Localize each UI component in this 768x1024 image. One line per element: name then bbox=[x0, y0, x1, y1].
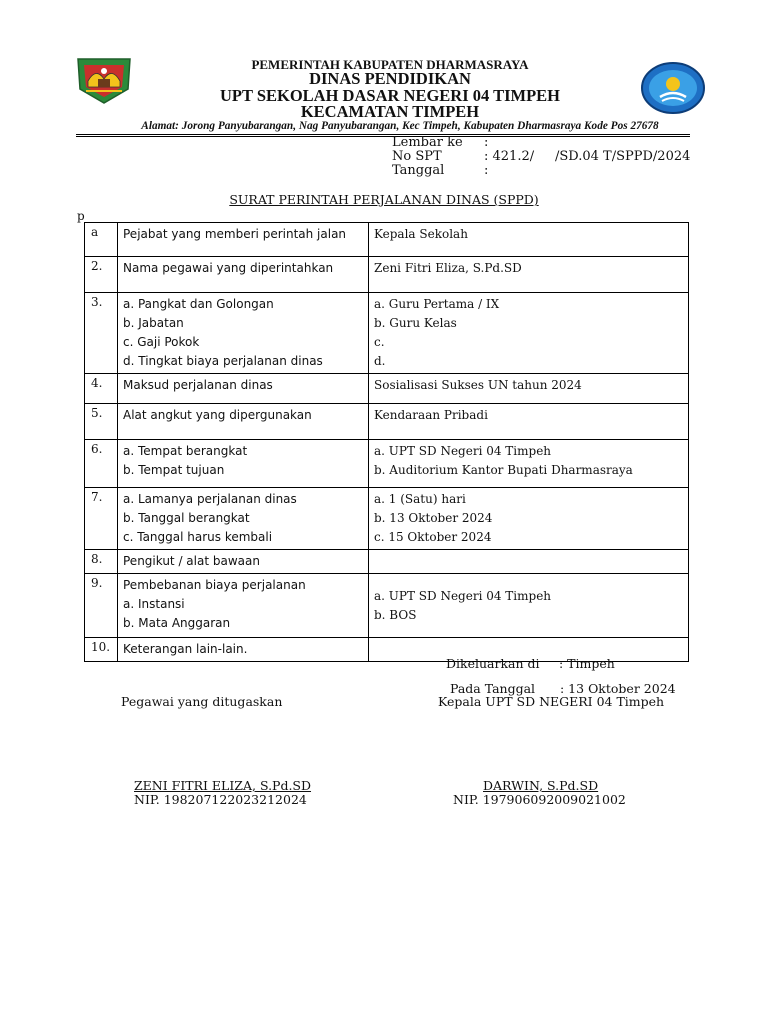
header-agency: DINAS PENDIDIKAN bbox=[309, 69, 471, 88]
row-field-value bbox=[369, 440, 689, 488]
row-field-value bbox=[369, 404, 689, 440]
field-label-line: b. Tempat tujuan bbox=[123, 463, 225, 477]
table-row bbox=[85, 440, 689, 488]
nospt-suffix: /SD.04 T/SPPD/2024 bbox=[555, 149, 691, 164]
field-label-line: Alat angkut yang dipergunakan bbox=[123, 408, 312, 422]
field-label-line: Pengikut / alat bawaan bbox=[123, 554, 260, 568]
row-number: 7. bbox=[85, 488, 118, 550]
header-school: UPT SEKOLAH DASAR NEGERI 04 TIMPEH bbox=[220, 86, 560, 105]
row-field-label bbox=[118, 223, 369, 257]
field-value-line: b. 13 Oktober 2024 bbox=[374, 511, 493, 525]
tanggal-value: : bbox=[484, 163, 489, 178]
field-value-line: b. Auditorium Kantor Bupati Dharmasraya bbox=[374, 463, 633, 477]
field-value-line: d. bbox=[374, 354, 386, 368]
header-rule-2 bbox=[76, 136, 690, 137]
row-field-value bbox=[369, 574, 689, 638]
row-field-value bbox=[369, 223, 689, 257]
field-label-line: a. Tempat berangkat bbox=[123, 444, 248, 458]
lembar-label: Lembar ke bbox=[392, 135, 463, 150]
table-row bbox=[85, 374, 689, 404]
row-field-value bbox=[369, 257, 689, 293]
field-value-line: Sosialisasi Sukses UN tahun 2024 bbox=[374, 378, 582, 392]
field-label-line: d. Tingkat biaya perjalanan dinas bbox=[123, 354, 323, 368]
row-field-label bbox=[118, 574, 369, 638]
field-value-line: a. UPT SD Negeri 04 Timpeh bbox=[374, 588, 552, 603]
table-row bbox=[85, 488, 689, 550]
field-value-line: a. UPT SD Negeri 04 Timpeh bbox=[374, 444, 552, 458]
kepala-name: DARWIN, S.Pd.SD bbox=[483, 778, 599, 793]
pada-tanggal-label: Pada Tanggal bbox=[450, 681, 536, 696]
field-label-line: a. Instansi bbox=[123, 597, 185, 611]
row-field-label bbox=[118, 488, 369, 550]
row-number: 2. bbox=[85, 257, 118, 293]
table-row bbox=[85, 404, 689, 440]
header-rule bbox=[76, 134, 690, 135]
stray-mark: p bbox=[77, 209, 85, 223]
field-value-line: b. BOS bbox=[374, 607, 417, 622]
nospt-label: No SPT bbox=[392, 149, 442, 164]
row-field-value bbox=[369, 550, 689, 574]
row-number: 10. bbox=[85, 638, 118, 662]
nospt-value: : 421.2/ bbox=[484, 149, 535, 164]
row-number: 5. bbox=[85, 404, 118, 440]
table-row bbox=[85, 550, 689, 574]
row-number: 3. bbox=[85, 293, 118, 374]
field-value-line: Kepala Sekolah bbox=[374, 227, 468, 241]
field-label-line: Pejabat yang memberi perintah jalan bbox=[123, 227, 347, 241]
table-row bbox=[85, 293, 689, 374]
pegawai-nip: NIP. 198207122023212024 bbox=[134, 792, 307, 807]
sppd-table bbox=[84, 222, 689, 662]
dharmasraya-logo bbox=[76, 57, 132, 105]
field-value-line: Zeni Fitri Eliza, S.Pd.SD bbox=[374, 261, 522, 275]
header-government: PEMERINTAH KABUPATEN DHARMASRAYA bbox=[251, 57, 529, 72]
field-label-line: b. Mata Anggaran bbox=[123, 616, 231, 630]
row-field-label bbox=[118, 257, 369, 293]
kepala-title: Kepala UPT SD NEGERI 04 Timpeh bbox=[438, 694, 665, 709]
row-field-label bbox=[118, 293, 369, 374]
table-row bbox=[85, 223, 689, 257]
pada-tanggal-value: : 13 Oktober 2024 bbox=[560, 681, 676, 696]
row-field-value bbox=[369, 488, 689, 550]
pegawai-title: Pegawai yang ditugaskan bbox=[121, 694, 283, 709]
row-number: 4. bbox=[85, 374, 118, 404]
field-label-line: Keterangan lain-lain. bbox=[123, 642, 248, 656]
kepala-nip: NIP. 197906092009021002 bbox=[453, 792, 626, 807]
field-value-line: c. bbox=[374, 335, 385, 349]
row-field-label bbox=[118, 404, 369, 440]
row-field-value bbox=[369, 293, 689, 374]
row-number: 6. bbox=[85, 440, 118, 488]
field-label-line: b. Tanggal berangkat bbox=[123, 511, 250, 525]
dikeluarkan-label: Dikeluarkan di bbox=[446, 656, 540, 671]
field-value-line: a. Guru Pertama / IX bbox=[374, 297, 500, 311]
field-label-line: c. Gaji Pokok bbox=[123, 335, 200, 349]
field-label-line: b. Jabatan bbox=[123, 316, 184, 330]
field-label-line: Nama pegawai yang diperintahkan bbox=[123, 261, 334, 275]
field-label-line: Maksud perjalanan dinas bbox=[123, 378, 273, 392]
row-field-label bbox=[118, 550, 369, 574]
field-value-line: a. 1 (Satu) hari bbox=[374, 492, 466, 506]
dikeluarkan-value: : Timpeh bbox=[559, 656, 615, 671]
pegawai-name: ZENI FITRI ELIZA, S.Pd.SD bbox=[134, 778, 312, 793]
row-field-value bbox=[369, 374, 689, 404]
row-number: 8. bbox=[85, 550, 118, 574]
field-label-line: c. Tanggal harus kembali bbox=[123, 530, 273, 544]
row-field-label bbox=[118, 374, 369, 404]
document-title: SURAT PERINTAH PERJALANAN DINAS (SPPD) bbox=[229, 192, 539, 207]
header-address: Alamat: Jorong Panyubarangan, Nag Panyubarangan, Kec Timpeh, Kabupaten Dharmasraya Kode Pos 27678 bbox=[141, 120, 659, 132]
field-label-line: a. Pangkat dan Golongan bbox=[123, 297, 274, 311]
table-row bbox=[85, 257, 689, 293]
tut-wuri-handayani-logo bbox=[640, 61, 706, 115]
field-value-line: b. Guru Kelas bbox=[374, 316, 457, 330]
field-value-line: c. 15 Oktober 2024 bbox=[374, 530, 492, 544]
lembar-value: : bbox=[484, 135, 489, 150]
row-number: 9. bbox=[85, 574, 118, 638]
row-number: a bbox=[85, 223, 118, 257]
field-label-line: Pembebanan biaya perjalanan bbox=[123, 578, 306, 592]
header-district: KECAMATAN TIMPEH bbox=[300, 102, 480, 121]
tanggal-label: Tanggal bbox=[392, 163, 445, 178]
row-field-label bbox=[118, 638, 369, 662]
row-field-label bbox=[118, 440, 369, 488]
field-label-line: a. Lamanya perjalanan dinas bbox=[123, 492, 297, 506]
field-value-line: Kendaraan Pribadi bbox=[374, 408, 488, 422]
table-row bbox=[85, 574, 689, 638]
